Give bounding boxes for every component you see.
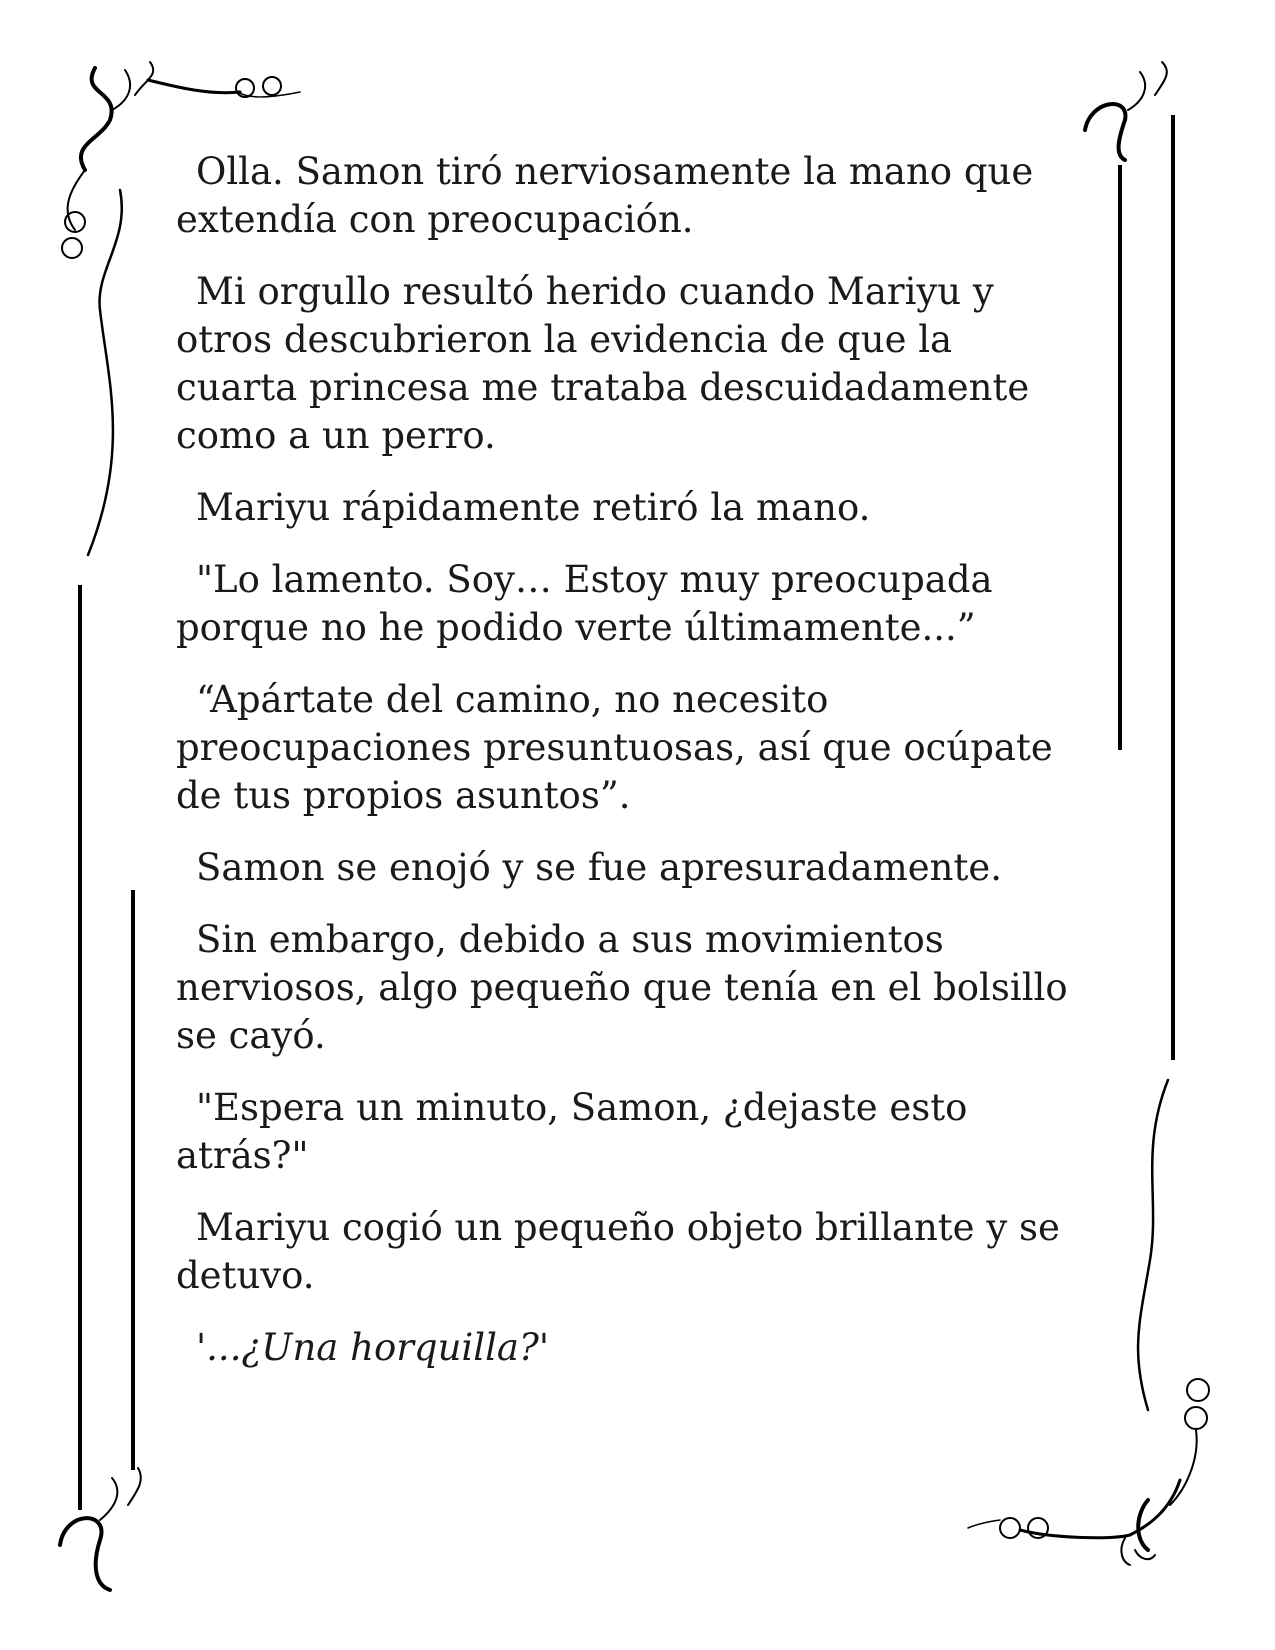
paragraph-8 <box>176 1084 1096 1180</box>
text-line: '...¿Una horquilla?' <box>196 1326 549 1369</box>
paragraph-1 <box>176 148 1096 244</box>
paragraph-6 <box>176 844 1096 892</box>
text-line: Sin embargo, debido a sus movimientos <box>196 918 944 961</box>
text-line: como a un perro. <box>176 414 496 457</box>
text-line: Olla. Samon tiró nerviosamente la mano que <box>196 150 1034 193</box>
paragraph-2 <box>176 268 1096 460</box>
text-line: “Apártate del camino, no necesito <box>196 678 829 721</box>
paragraph-9 <box>176 1204 1096 1300</box>
text-line: "Espera un minuto, Samon, ¿dejaste esto <box>196 1086 968 1129</box>
text-line: de tus propios asuntos”. <box>176 774 631 817</box>
top-right-flourish-icon <box>1085 62 1167 160</box>
bottom-left-flourish-icon <box>60 1468 141 1590</box>
text-line: porque no he podido verte últimamente...” <box>176 606 976 649</box>
text-line: nerviosos, algo pequeño que tenía en el bolsillo <box>176 966 1068 1009</box>
paragraph-10-thought <box>176 1324 1096 1372</box>
text-line: Mariyu cogió un pequeño objeto brillante y se <box>196 1206 1060 1249</box>
text-line: Mariyu rápidamente retiró la mano. <box>196 486 871 529</box>
text-line: preocupaciones presuntuosas, así que ocúpate <box>176 726 1053 769</box>
text-line: Mi orgullo resultó herido cuando Mariyu y <box>196 270 994 313</box>
text-line: otros descubrieron la evidencia de que la <box>176 318 953 361</box>
text-line: se cayó. <box>176 1014 326 1057</box>
text-line: cuarta princesa me trataba descuidadamente <box>176 366 1030 409</box>
paragraph-7 <box>176 916 1096 1060</box>
text-line: atrás?" <box>176 1134 309 1177</box>
text-line: detuvo. <box>176 1254 315 1297</box>
text-line: extendía con preocupación. <box>176 198 694 241</box>
text-line: Samon se enojó y se fue apresuradamente. <box>196 846 1002 889</box>
paragraph-5 <box>176 676 1096 820</box>
text-line: "Lo lamento. Soy… Estoy muy preocupada <box>196 558 993 601</box>
story-text <box>176 148 1096 1396</box>
paragraph-4 <box>176 556 1096 652</box>
paragraph-3 <box>176 484 1096 532</box>
